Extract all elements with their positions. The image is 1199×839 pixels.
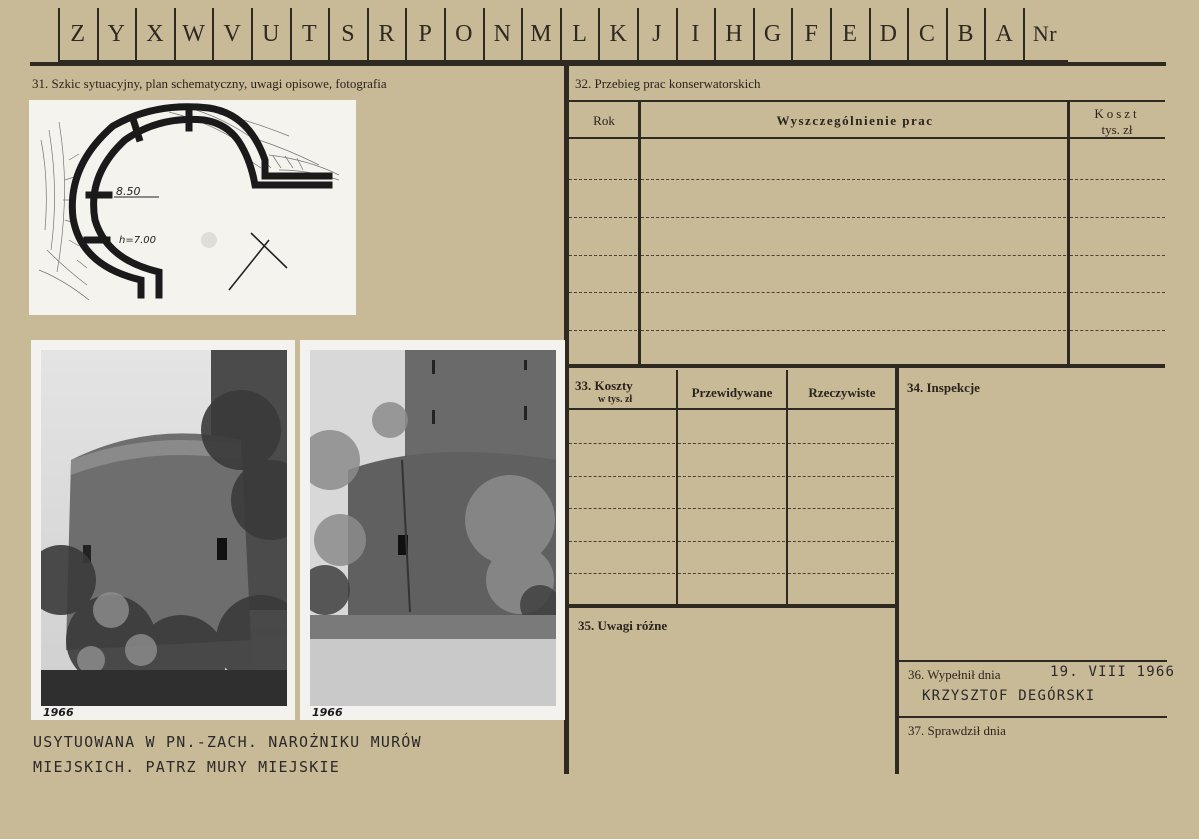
s32-col-div-2 (1067, 102, 1070, 364)
header-letter-j: J (637, 8, 675, 60)
sketch-height-label: h=7.00 (119, 235, 156, 246)
s32-col-wyszczegolnienie: Wyszczególnienie prac (776, 113, 934, 128)
s32-row-line (1070, 330, 1165, 331)
s36-name: KRZYSZTOF DEGÓRSKI (922, 688, 1096, 704)
s32-row-line (1070, 292, 1165, 293)
header-letter-l: L (560, 8, 598, 60)
s32-row-line (641, 330, 1066, 331)
s32-col-div-1 (638, 102, 641, 364)
s32-table-bottom (569, 364, 1165, 368)
section-37-label: 37. Sprawdził dnia (908, 723, 1006, 738)
header-letter-k: K (598, 8, 636, 60)
tower-photo-2 (310, 350, 556, 706)
s32-row-line (569, 179, 637, 180)
s33-row-line (788, 443, 894, 444)
s33-row-line (788, 508, 894, 509)
header-letter-n: N (483, 8, 521, 60)
photo-2-year: 1966 (312, 706, 343, 719)
photo-1-frame (31, 340, 295, 720)
header-letter-b: B (946, 8, 984, 60)
s32-col-rok: Rok (593, 113, 615, 128)
s32-col-koszt: Koszt (1094, 106, 1140, 121)
s36-date: 19. VIII 1966 (1050, 664, 1176, 680)
header-letter-c: C (907, 8, 945, 60)
s33-row-line (678, 476, 785, 477)
header-letter-y: Y (97, 8, 135, 60)
header-letter-u: U (251, 8, 289, 60)
s33-col-przewidywane: Przewidywane (691, 385, 773, 400)
s33-row-line (788, 573, 894, 574)
s32-row-line (641, 179, 1066, 180)
s33-bottom (569, 604, 899, 608)
s33-row-line (788, 541, 894, 542)
header-letter-o: O (444, 8, 482, 60)
header-letter-p: P (405, 8, 443, 60)
s32-row-line (1070, 179, 1165, 180)
s32-row-line (641, 255, 1066, 256)
header-rule (30, 62, 1166, 66)
s33-row-line (678, 541, 785, 542)
s33-row-line (678, 443, 785, 444)
header-letter-v: V (212, 8, 250, 60)
s33-title: 33. Koszty (575, 378, 633, 393)
sketch-dimension-label: 8.50 (116, 185, 141, 198)
header-letter-x: X (135, 8, 173, 60)
s32-row-line (1070, 255, 1165, 256)
header-letter-r: R (367, 8, 405, 60)
section-32-label: 32. Przebieg prac konserwatorskich (575, 76, 761, 91)
header-letter-m: M (521, 8, 559, 60)
header-letter-g: G (753, 8, 791, 60)
s32-table-top (569, 100, 1165, 102)
handwritten-note-line-1: USYTUOWANA W PN.-ZACH. NAROŻNIKU MURÓW (33, 733, 422, 751)
header-nr-label: Nr (1023, 8, 1065, 60)
header-letter-s: S (328, 8, 366, 60)
s33-row-line (569, 573, 675, 574)
header-letter-w: W (174, 8, 212, 60)
s33-col-div-1 (676, 370, 678, 604)
section-36-label: 36. Wypełnił dnia (908, 667, 1001, 682)
s32-row-line (641, 292, 1066, 293)
header-letter-i: I (676, 8, 714, 60)
s36-bottom-rule (899, 716, 1167, 718)
s32-row-line (569, 330, 637, 331)
section-31-label: 31. Szkic sytuacyjny, plan schematyczny, uwagi opisowe, fotografia (32, 76, 387, 91)
header-letter-e: E (830, 8, 868, 60)
letter-header (58, 8, 1068, 64)
s33-row-line (788, 476, 894, 477)
photo-2-frame (300, 340, 565, 720)
header-letter-z: Z (58, 8, 96, 60)
s33-row-line (569, 541, 675, 542)
section-35-label: 35. Uwagi różne (578, 618, 668, 633)
header-letter-a: A (984, 8, 1022, 60)
s33-row-line (678, 573, 785, 574)
s32-row-line (569, 217, 637, 218)
header-letter-d: D (869, 8, 907, 60)
plan-sketch (29, 100, 356, 315)
s32-row-line (569, 255, 637, 256)
header-letter-t: T (290, 8, 328, 60)
s32-col-koszt-unit: tys. zł (1101, 122, 1133, 137)
s33-right-border (895, 368, 899, 774)
photo-1-year: 1966 (43, 706, 74, 719)
section-33-label (575, 378, 633, 394)
s33-unit: w tys. zł (598, 394, 633, 405)
s33-row-line (569, 476, 675, 477)
tower-plan-drawing (29, 100, 356, 315)
header-letter-h: H (714, 8, 752, 60)
handwritten-note-line-2: MIEJSKICH. PATRZ MURY MIEJSKIE (33, 758, 340, 776)
s32-row-line (569, 292, 637, 293)
section-34-label: 34. Inspekcje (907, 380, 980, 395)
s36-top-rule (899, 660, 1167, 662)
s32-row-line (641, 217, 1066, 218)
s33-col-rzeczywiste: Rzeczywiste (808, 385, 876, 400)
tower-photo-1 (41, 350, 287, 706)
s32-row-line (1070, 217, 1165, 218)
s33-row-line (569, 443, 675, 444)
s33-row-line (678, 508, 785, 509)
s33-col-div-2 (786, 370, 788, 604)
s33-row-line (569, 508, 675, 509)
s33-header-bottom (569, 408, 897, 410)
header-letter-f: F (791, 8, 829, 60)
